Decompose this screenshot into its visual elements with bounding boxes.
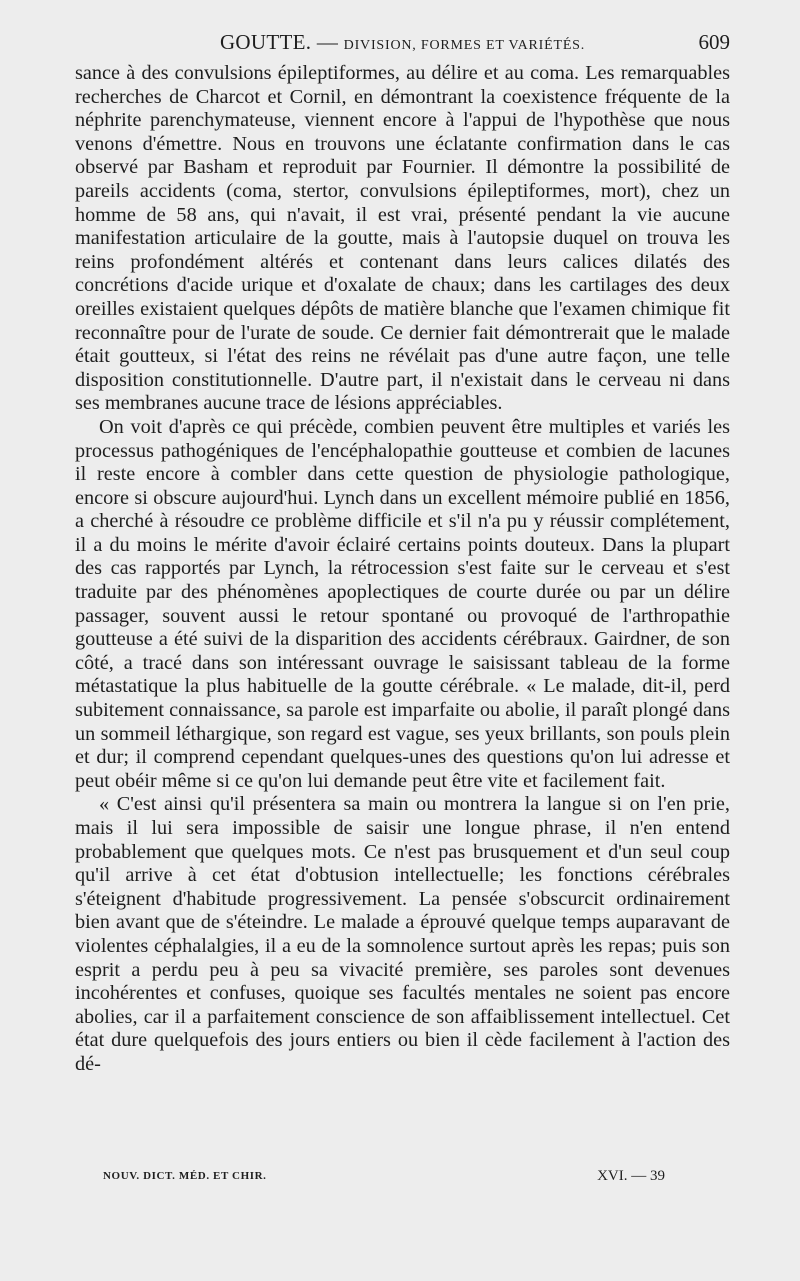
running-header xyxy=(75,28,730,58)
page-footer xyxy=(103,1168,665,1188)
paragraph-1: sance à des convulsions épileptiformes, au délire et au coma. Les remarquables recherches de Charcot et Cornil, en démontrant la coexistence fréquente de la néphrite parenchymateuse, viennent encore à l'appui de l'hypothèse que nous venons d'émettre. Nous en trouvons une éclatante confirmation dans le cas observé par Basham et reproduit par Fournier. Il démontre la possibilité de pareils accidents (coma, stertor, convulsions épileptiformes, mort), chez un homme de 58 ans, qui n'avait, il est vrai, présenté pendant la vie aucune manifestation articulaire de la goutte, mais à l'autopsie duquel on trouva les reins profondément altérés et contenant dans leurs calices dilatés des concrétions d'acide urique et d'oxalate de chaux; dans les cartilages des deux oreilles existaient quelques dépôts de matière blanche que l'examen chimique fit reconnaître pour de l'urate de soude. Ce dernier fait démontrerait que le malade était goutteux, si l'état des reins ne révélait pas d'une autre façon, une telle disposition constitutionnelle. D'autre part, il n'existait dans le cerveau ni dans ses membranes aucune trace de lésions appréciables. xyxy=(75,62,730,415)
footer-signature: NOUV. DICT. MÉD. ET CHIR. xyxy=(103,1170,267,1182)
running-title xyxy=(75,30,730,55)
paragraph-3: « C'est ainsi qu'il présentera sa main ou montrera la langue si on l'en prie, mais il lui sera impossible de saisir une longue phrase, il n'en entend probablement que quelques mots. Ce n'est pas brusquement et d'un seul coup qu'il arrive à cet état d'obtusion intellectuelle; les fonctions cérébrales s'éteignent d'habitude progressivement. La pensée s'obscurcit ordinairement bien avant que de s'éteindre. Le malade a éprouvé quelque temps auparavant de violentes céphalalgies, il a eu de la somnolence surtout après les repas; puis son esprit a perdu peu à peu sa vivacité première, ses paroles sont devenues incohérentes et confuses, quoique ses facultés mentales ne soient pas encore abolies, car il a parfaitement conscience de son affaiblissement intellectuel. Cet état dure quelquefois des jours entiers ou bien il cède facilement à l'action des dé- xyxy=(75,793,730,1075)
body-text xyxy=(75,62,730,1077)
page-number: 609 xyxy=(698,30,730,54)
footer-volume: XVI. — 39 xyxy=(597,1168,665,1184)
running-title-sub: DIVISION, FORMES ET VARIÉTÉS. xyxy=(343,38,586,53)
paragraph-2: On voit d'après ce qui précède, combien peuvent être multiples et variés les processus pathogéniques de l'encéphalopathie goutteuse et combien de lacunes il reste encore à combler dans cette question de physiologie pathologique, encore si obscure aujourd'hui. Lynch dans un excellent mémoire publié en 1856, a cherché à résoudre ce problème difficile et s'il n'a pu y réussir complétement, il a du moins le mérite d'avoir éclairé certains points douteux. Dans la plupart des cas rapportés par Lynch, la rétrocession s'est faite sur le cerveau et s'est traduite par des phénomènes apoplectiques de courte durée ou par un délire passager, souvent aussi le retour spontané ou provoqué de l'arthropathie goutteuse a été suivi de la disparition des accidents cérébraux. Gairdner, de son côté, a tracé dans son intéressant ouvrage le saisissant tableau de la forme métastatique la plus habituelle de la goutte cérébrale. « Le malade, dit-il, perd subitement connaissance, sa parole est imparfaite ou abolie, il paraît plongé dans un sommeil léthargique, son regard est vague, ses yeux brillants, son pouls plein et dur; il comprend cependant quelques-unes des questions qu'on lui adresse et peut obéir même si ce qu'on lui demande peut être vite et facilement fait. xyxy=(75,415,730,792)
running-title-main: GOUTTE. — xyxy=(219,30,344,54)
